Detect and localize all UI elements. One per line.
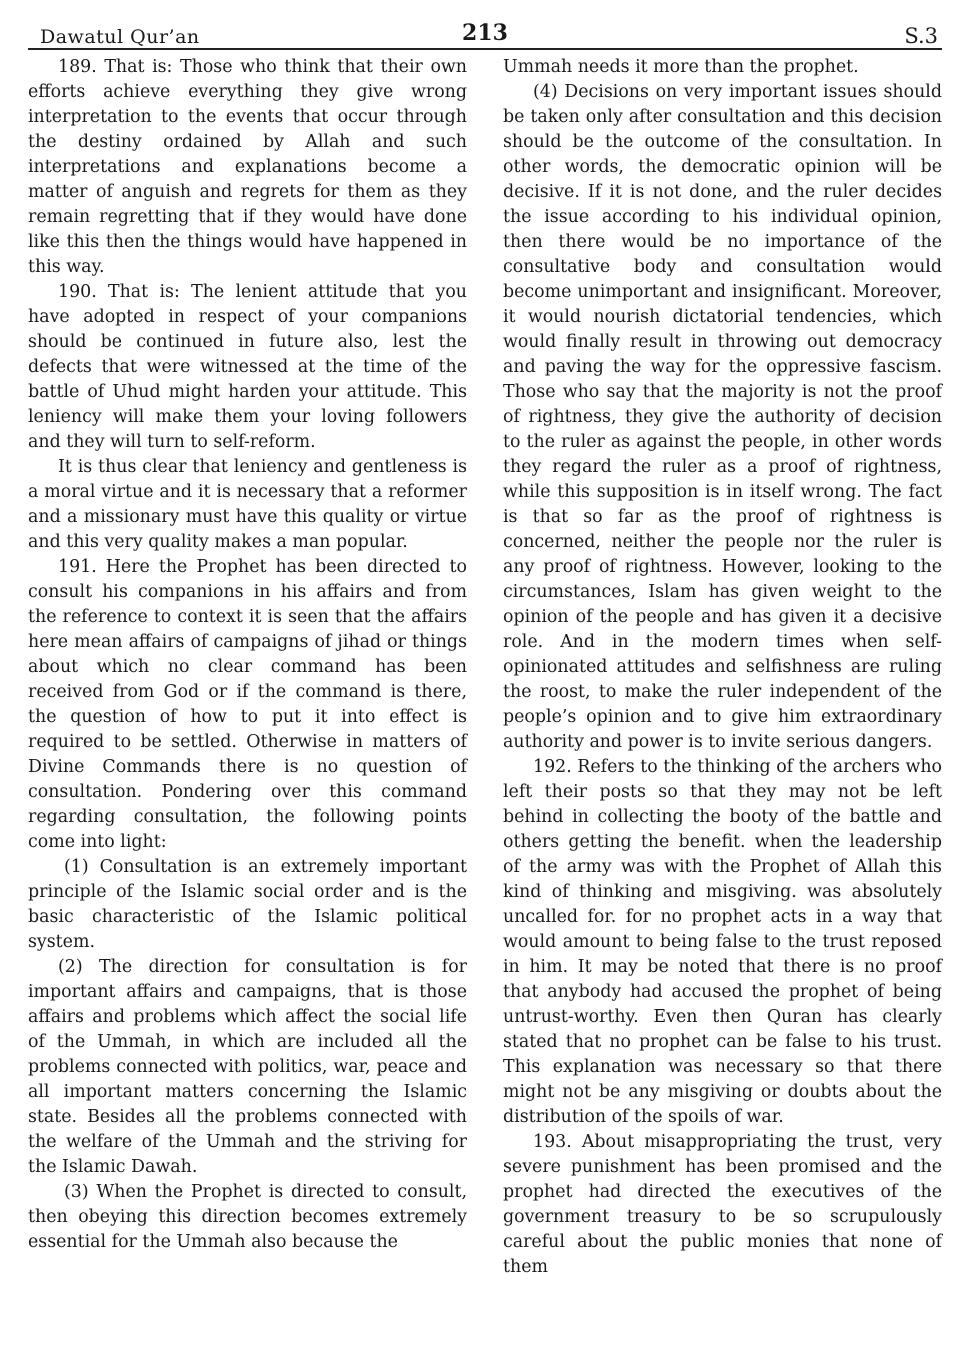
note-189: 189. That is: Those who think that their own efforts achieve everything they give wrong interpretation to the events that occur through the destiny ordained by Allah and such interpretations and explanations become a matter of anguish and regrets for them as they remain regretting that if they would have done like this then the things would have happened in this way. [28, 57, 467, 277]
surah-reference: S.3 [904, 24, 938, 48]
point-2: (2) The direction for consultation is for important affairs and campaigns, that is those affairs and problems which affect the social life of the Ummah, in which are included all the problems connected with politics, war, peace and all important matters concerning the Islamic state. Besides all the problems connected with the welfare of the Ummah and the striving for the Islamic Dawah. [28, 957, 467, 1177]
page-number: 213 [462, 20, 508, 46]
right-column [503, 55, 942, 1280]
note-191: 191. Here the Prophet has been directed to consult his companions in his affairs and from the reference to context it is seen that the affairs here mean affairs of campaigns of jihad or things about which no clear command has been received from God or if the command is there, the question of how to put it into effect is required to be settled. Otherwise in matters of Divine Commands there is no question of consultation. Pondering over this command regarding consultation, the following points come into light: [28, 557, 467, 852]
point-1: (1) Consultation is an extremely important principle of the Islamic social order and is the basic characteristic of the Islamic political system. [28, 857, 467, 952]
book-title: Dawatul Qur’an [40, 26, 200, 48]
left-column [28, 55, 467, 1255]
leniency-paragraph: It is thus clear that leniency and gentleness is a moral virtue and it is necessary that a reformer and a missionary must have this quality or virtue and this very quality makes a man popular. [28, 457, 467, 552]
point-3-continued: Ummah needs it more than the prophet. [503, 57, 859, 77]
point-4: (4) Decisions on very important issues should be taken only after consultation and this decision should be the outcome of the consultation. In other words, the democratic opinion will be decisive. If it is not done, and the ruler decides the issue according to his individual opinion, then there would be no importance of the consultative body and consultation would become unimportant and insignificant. Moreover, it would nourish dictatorial tendencies, which would finally result in throwing out democracy and paving the way for the oppressive fascism. Those who say that the majority is not the proof of rightness, they give the authority of decision to the ruler as against the people, in other words they regard the ruler as a proof of rightness, while this supposition is in itself wrong. The fact is that so far as the proof of rightness is concerned, neither the people nor the ruler is any proof of rightness. However, looking to the circumstances, Islam has given weight to the opinion of the people and has given it a decisive role. And in the modern times when self-opinionated attitudes and selfishness are ruling the roost, to make the ruler independent of the people’s opinion and to give him extraordinary authority and power is to invite serious dangers. [503, 82, 942, 752]
note-193: 193. About misappropriating the trust, very severe punishment has been promised and the prophet had directed the executives of the government treasury to be so scrupulously careful about the public monies that none of them [503, 1132, 942, 1277]
point-3: (3) When the Prophet is directed to consult, then obeying this direction becomes extremely essential for the Ummah also because the [28, 1182, 467, 1252]
page-header [28, 22, 942, 50]
note-190: 190. That is: The lenient attitude that you have adopted in respect of your companions should be continued in future also, lest the defects that were witnessed at the time of the battle of Uhud might harden your attitude. This leniency will make them your loving followers and they will turn to self-reform. [28, 282, 467, 452]
note-192: 192. Refers to the thinking of the archers who left their posts so that they may not be left behind in collecting the booty of the battle and others getting the benefit. when the leadership of the army was with the Prophet of Allah this kind of thinking and misgiving. was absolutely uncalled for. for no prophet acts in a way that would amount to being false to the trust reposed in him. It may be noted that there is no proof that anybody had accused the prophet of being untrust-worthy. Even then Quran has clearly stated that no prophet can be false to his trust. This explanation was necessary so that there might not be any misgiving or doubts about the distribution of the spoils of war. [503, 757, 942, 1127]
